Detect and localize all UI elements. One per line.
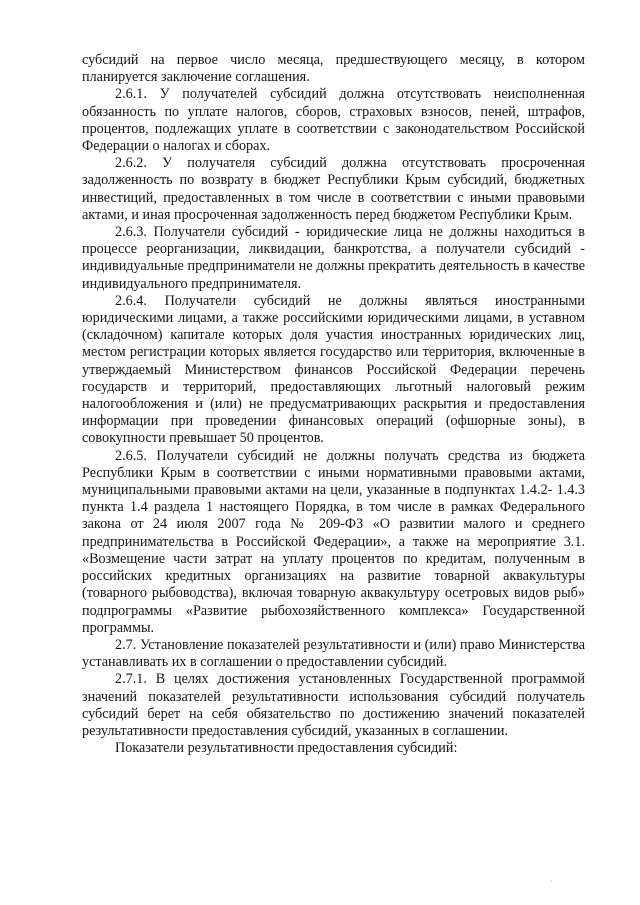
paragraph-indicators-heading: Показатели результативности предоставления субсидий: xyxy=(115,740,458,757)
scan-artifact xyxy=(551,880,552,881)
paragraph-2-6-5: 2.6.5. Получатели субсидий не должны получать средства из бюджета Республики Крым в соответствии с иными нормативными правовыми актами, муниципальными правовыми актами на цели, указанные в подпунктах 1.4.2- 1.4.3 пункта 1.4 раздела 1 настоящего Порядка, в том числе в рамках Федерального закона от 24 июля 2007 года № 209-ФЗ «О развитии малого и среднего предпринимательства в Российской Федерации», а также на мероприятие 3.1. «Возмещение части затрат на уплату процентов по кредитам, полученным в российских кредитных организациях на развитие товарной аквакультуры (товарного рыбоводства), включая товарную аквакультуру осетровых видов рыб» подпрограммы «Развитие рыбохозяйственного комплекса» Государственной программы. xyxy=(82,447,585,636)
paragraph-2-7: 2.7. Установление показателей результативности и (или) право Министерства устанавливать их в соглашении о предоставлении субсидий. xyxy=(82,636,585,671)
paragraph-2-6-4: 2.6.4. Получатели субсидий не должны являться иностранными юридическими лицами, а также российскими юридическими лицами, в уставном (складочном) капитале которых доля участия иностранных юридических лиц, местом регистрации которых является государство или территория, включенные в утверждаемый Министерством финансов Российской Федерации перечень государств и территорий, предоставляющих льготный налоговый режим налогообложения и (или) не предусматривающих раскрытия и предоставления информации при проведении финансовых операций (офшорные зоны), в совокупности превышает 50 процентов. xyxy=(82,292,585,447)
paragraph-2-7-1: 2.7.1. В целях достижения установленных Государственной программой значений показателей результативности использования субсидий получатель субсидий берет на себя обязательство по достижению значений показателей результативности предоставления субсидий, указанных в соглашении. xyxy=(82,671,585,739)
paragraph-2-6-2: 2.6.2. У получателя субсидий должна отсутствовать просроченная задолженность по возврату в бюджет Республики Крым субсидий, бюджетных инвестиций, предоставленных в том числе в соответствии с иными правовыми актами, и иная просроченная задолженность перед бюджетом Республики Крым. xyxy=(82,155,585,223)
paragraph-2-6-1: 2.6.1. У получателей субсидий должна отсутствовать неисполненная обязанность по уплате налогов, сборов, страховых взносов, пеней, штрафов, процентов, подлежащих уплате в соответствии с законодательством Российской Федерации о налогах и сборах. xyxy=(82,86,585,155)
paragraph-2-6-3: 2.6.3. Получатели субсидий - юридические лица не должны находиться в процессе реорганизации, ликвидации, банкротства, а получатели субсидий - индивидуальные предприниматели не должны прекратить деятельность в качестве индивидуального предпринимателя. xyxy=(82,224,585,292)
paragraph-continuation: субсидий на первое число месяца, предшествующего месяцу, в котором планируется заключение соглашения. xyxy=(82,52,585,86)
document-page xyxy=(82,52,585,757)
